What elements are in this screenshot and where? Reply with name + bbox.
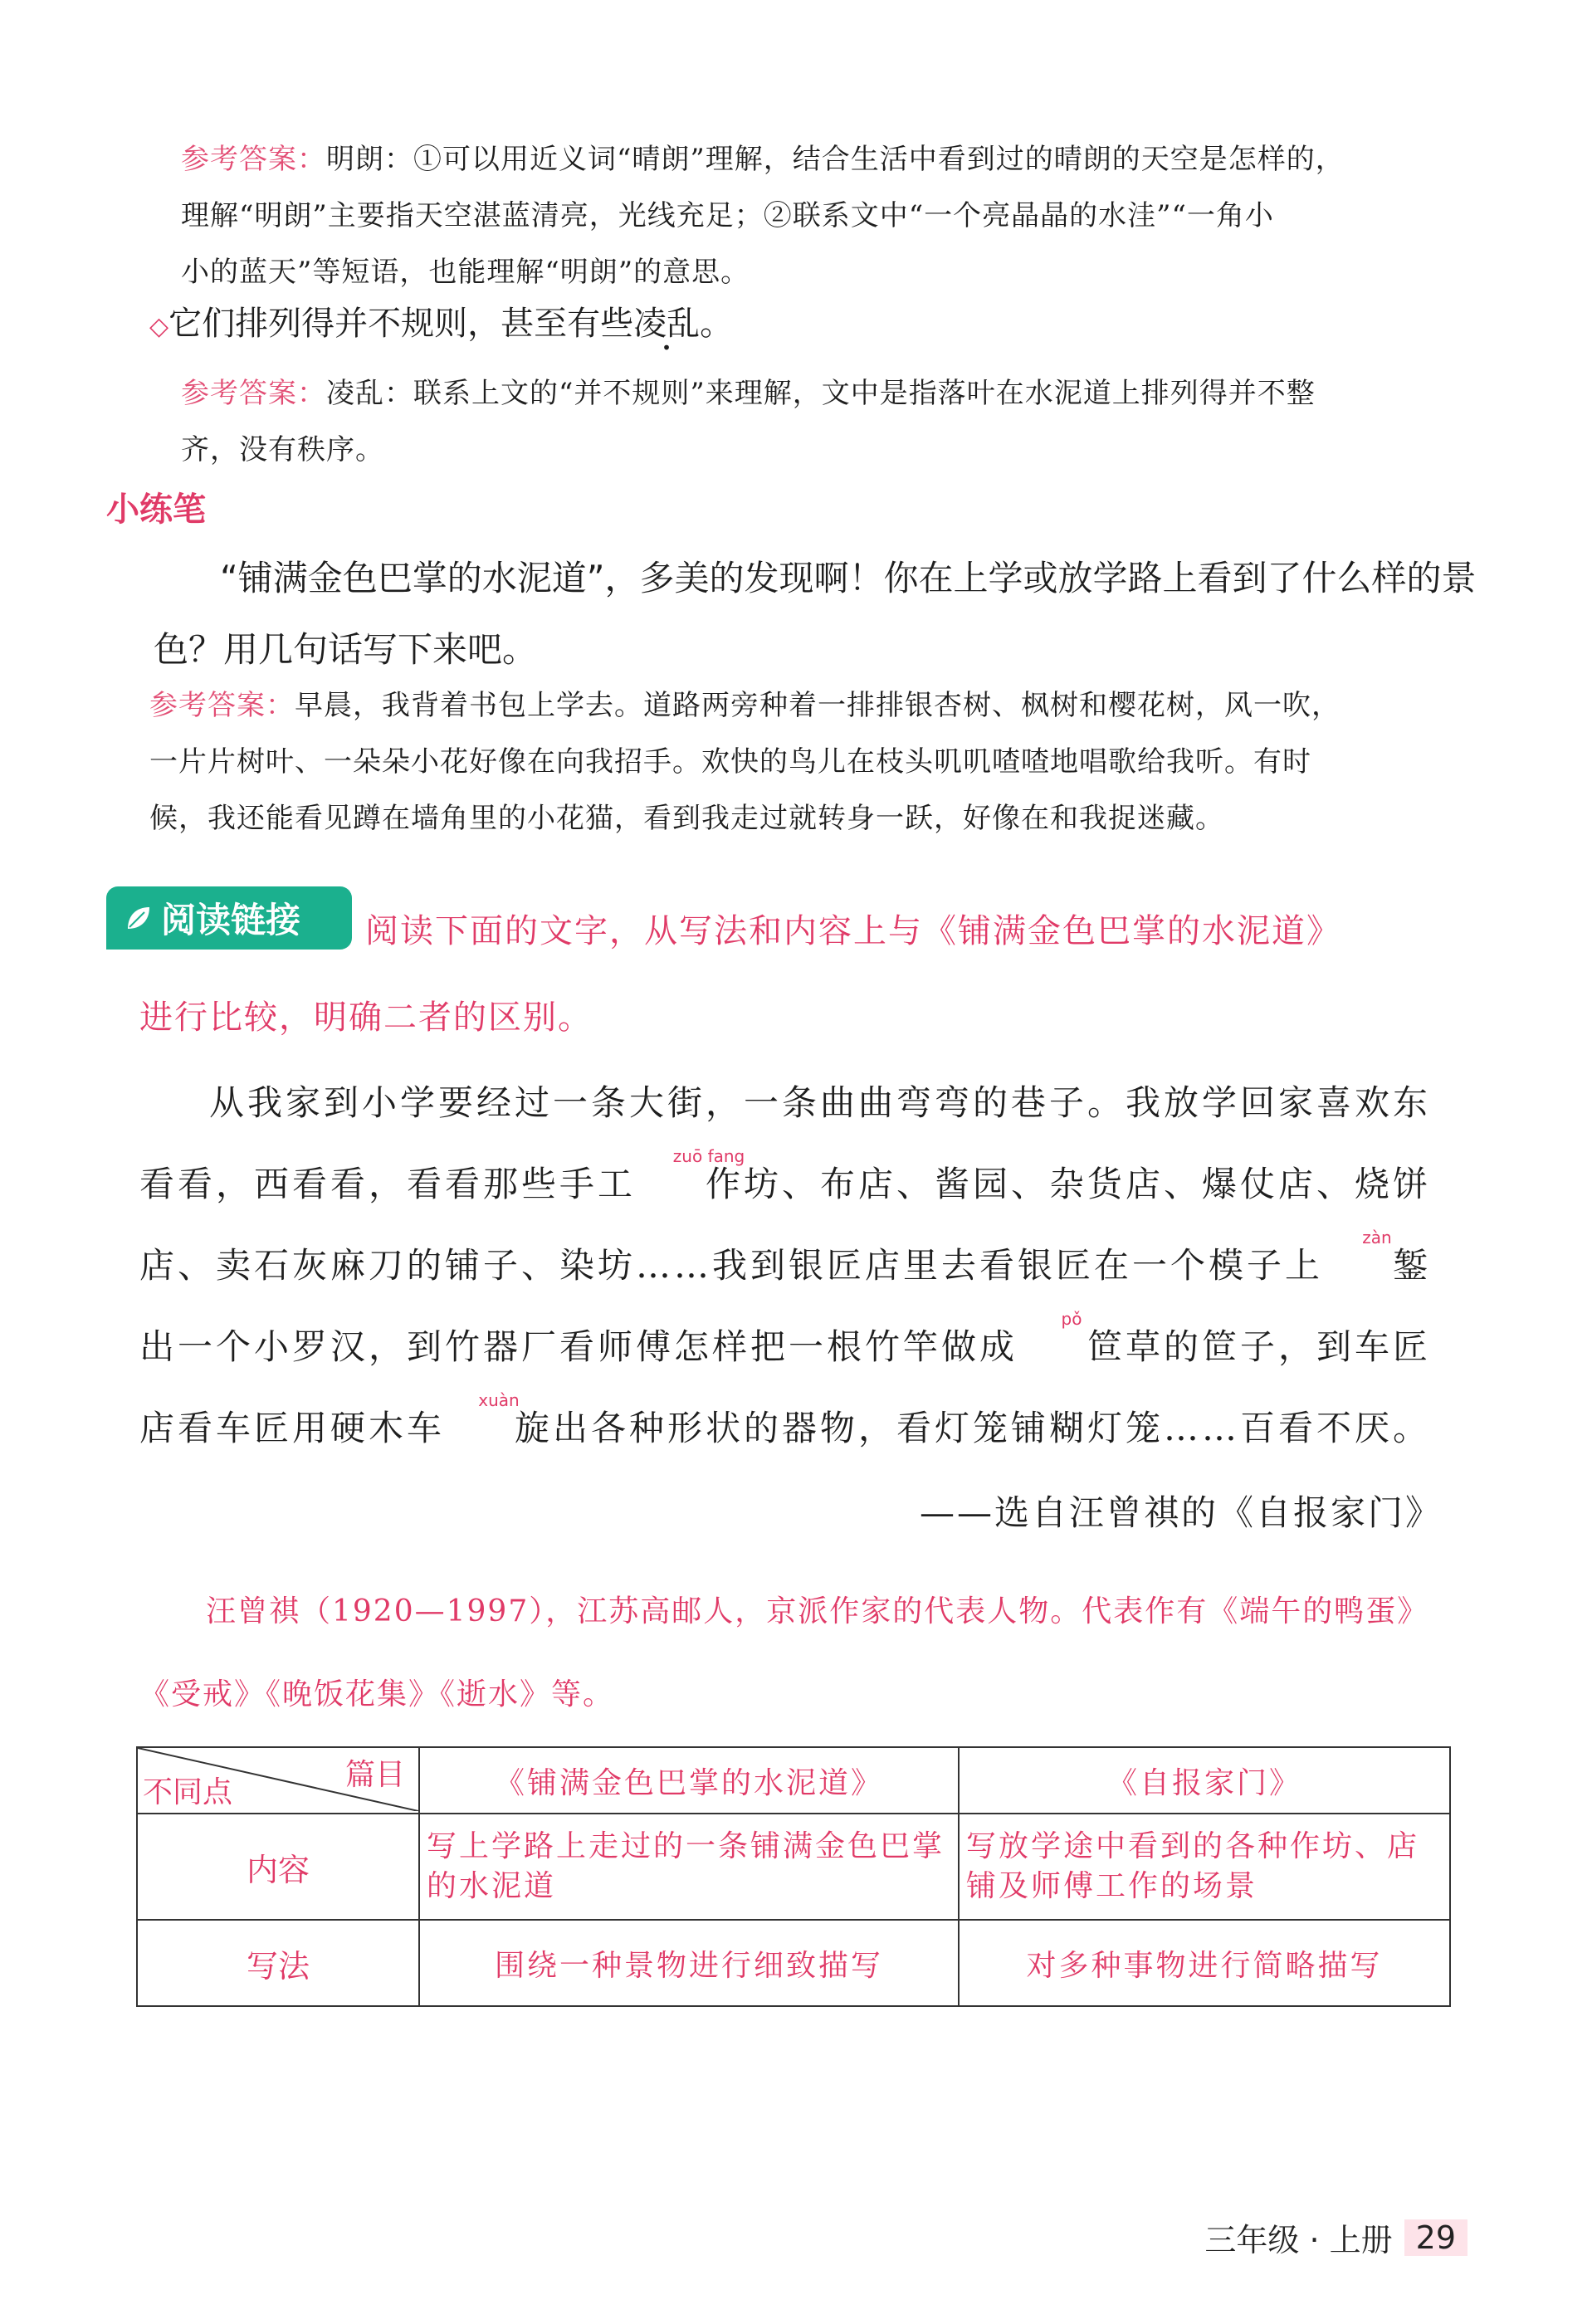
corner-bottom-label: 不同点 (143, 1775, 233, 1809)
passage-text: 、布店、酱园、杂货店、爆仗店、烧饼店、卖石灰麻刀的铺子、染坊……我到银匠店里去看银匠在一个模子上 (139, 1164, 1432, 1286)
word: 旋 (515, 1408, 554, 1448)
pinyin: pǒ (1061, 1309, 1082, 1329)
row-label: 写法 (137, 1920, 419, 2006)
answer-text: 一片片树叶、一朵朵小花好像在向我招手。欢快的鸟儿在枝头叽叽喳喳地唱歌给我听。有时 (149, 745, 1311, 779)
answer-label: 参考答案： (181, 377, 326, 410)
question-text-end: 。 (700, 305, 734, 343)
table-cell: 写上学路上走过的一条铺满金色巴掌的水泥道 (419, 1814, 959, 1920)
answer-3 (149, 677, 1494, 847)
answer-2 (181, 365, 1492, 478)
section-title: 小练笔 (106, 491, 206, 529)
word: 錾 (1393, 1245, 1432, 1286)
pinyin-word (1018, 1306, 1126, 1388)
pinyin-word (445, 1388, 553, 1469)
table-row (137, 1814, 1450, 1920)
page-footer (1204, 2214, 1467, 2260)
passage-text: 从我家到小学要经过一条大街，一条曲曲弯弯的巷子。我放学回家喜欢东看看，西看看，看看那些手工 (139, 1082, 1432, 1204)
pinyin-word (636, 1144, 782, 1225)
corner-top-label: 篇目 (344, 1758, 405, 1792)
answer-label: 参考答案： (149, 689, 295, 722)
answer-text: 齐，没有秩序。 (181, 433, 384, 466)
answer-text: 小的蓝天”等短语，也能理解“明朗”的意思。 (181, 256, 750, 289)
answer-label: 参考答案： (181, 143, 326, 176)
answer-text: 理解“明朗”主要指天空湛蓝清亮，光线充足；②联系文中“一个亮晶晶的水洼”“一角小 (181, 199, 1274, 232)
practice-prompt: “铺满金色巴掌的水泥道”，多美的发现啊！你在上学或放学路上看到了什么样的景色？用几句话写下来吧。 (154, 558, 1477, 670)
table-cell: 写放学途中看到的各种作坊、店铺及师傅工作的场景 (959, 1814, 1450, 1920)
table-cell: 围绕一种景物进行细致描写 (419, 1920, 959, 2006)
table-header-col1: 《铺满金色巴掌的水泥道》 (419, 1747, 959, 1814)
pinyin: xuàn (478, 1390, 520, 1410)
answer-text: 明朗：①可以用近义词“晴朗”理解，结合生活中看到过的晴朗的天空是怎样的， (326, 143, 1345, 176)
author-note: 汪曾祺（1920—1997），江苏高邮人，京派作家的代表人物。代表作有《端午的鸭蛋》《受戒》《晚饭花集》《逝水》等。 (139, 1594, 1429, 1711)
word: 笸 (1087, 1326, 1126, 1367)
answer-text: 候，我还能看见蹲在墙角里的小花猫，看到我走过就转身一跃，好像在和我捉迷藏。 (149, 802, 1224, 835)
question-text: 它们排列得并不规则，甚至有些 (168, 305, 634, 343)
row-label: 内容 (137, 1814, 419, 1920)
table-cell: 对多种事物进行简略描写 (959, 1920, 1450, 2006)
badge-label: 阅读链接 (161, 900, 301, 940)
answer-text: 早晨，我背着书包上学去。道路两旁种着一排排银杏树、枫树和樱花树，风一吹， (295, 689, 1341, 722)
grade-label: 三年级 · 上册 (1204, 2222, 1393, 2258)
passage-text: 出各种形状的器物，看灯笼铺糊灯笼……百看不厌。 (553, 1408, 1432, 1448)
answer-1 (181, 131, 1492, 300)
reading-instruction: 阅读下面的文字，从写法和内容上与《铺满金色巴掌的水泥道》 (365, 912, 1341, 950)
page-number: 29 (1404, 2219, 1467, 2256)
pinyin-word (1323, 1225, 1431, 1306)
table-corner-cell (137, 1747, 419, 1814)
answer-text: 凌乱：联系上文的“并不规则”来理解，文中是指落叶在水泥道上排列得并不整 (326, 377, 1316, 410)
leaf-icon (125, 904, 153, 932)
passage-text: 草的笸子，到车匠店看车匠用硬木车 (139, 1326, 1432, 1448)
table-header-col2: 《自报家门》 (959, 1747, 1450, 1814)
passage-text: 出一个小罗汉，到竹器厂看师傅怎样把一根竹竿做成 (139, 1326, 1018, 1367)
reading-instruction-cont: 进行比较，明确二者的区别。 (139, 998, 593, 1037)
word: 作坊 (706, 1164, 783, 1204)
passage-source: ——选自汪曾祺的《自报家门》 (919, 1492, 1443, 1533)
pinyin: zuō fang (672, 1146, 745, 1166)
table-row (137, 1920, 1450, 2006)
question-2 (149, 297, 733, 344)
reading-link-badge (106, 886, 352, 950)
pinyin: zàn (1362, 1228, 1392, 1247)
diamond-icon: ◇ (149, 312, 169, 341)
emphasis-word: 凌乱 (633, 305, 701, 343)
reading-passage (139, 1062, 1467, 1469)
comparison-table (136, 1746, 1451, 2007)
